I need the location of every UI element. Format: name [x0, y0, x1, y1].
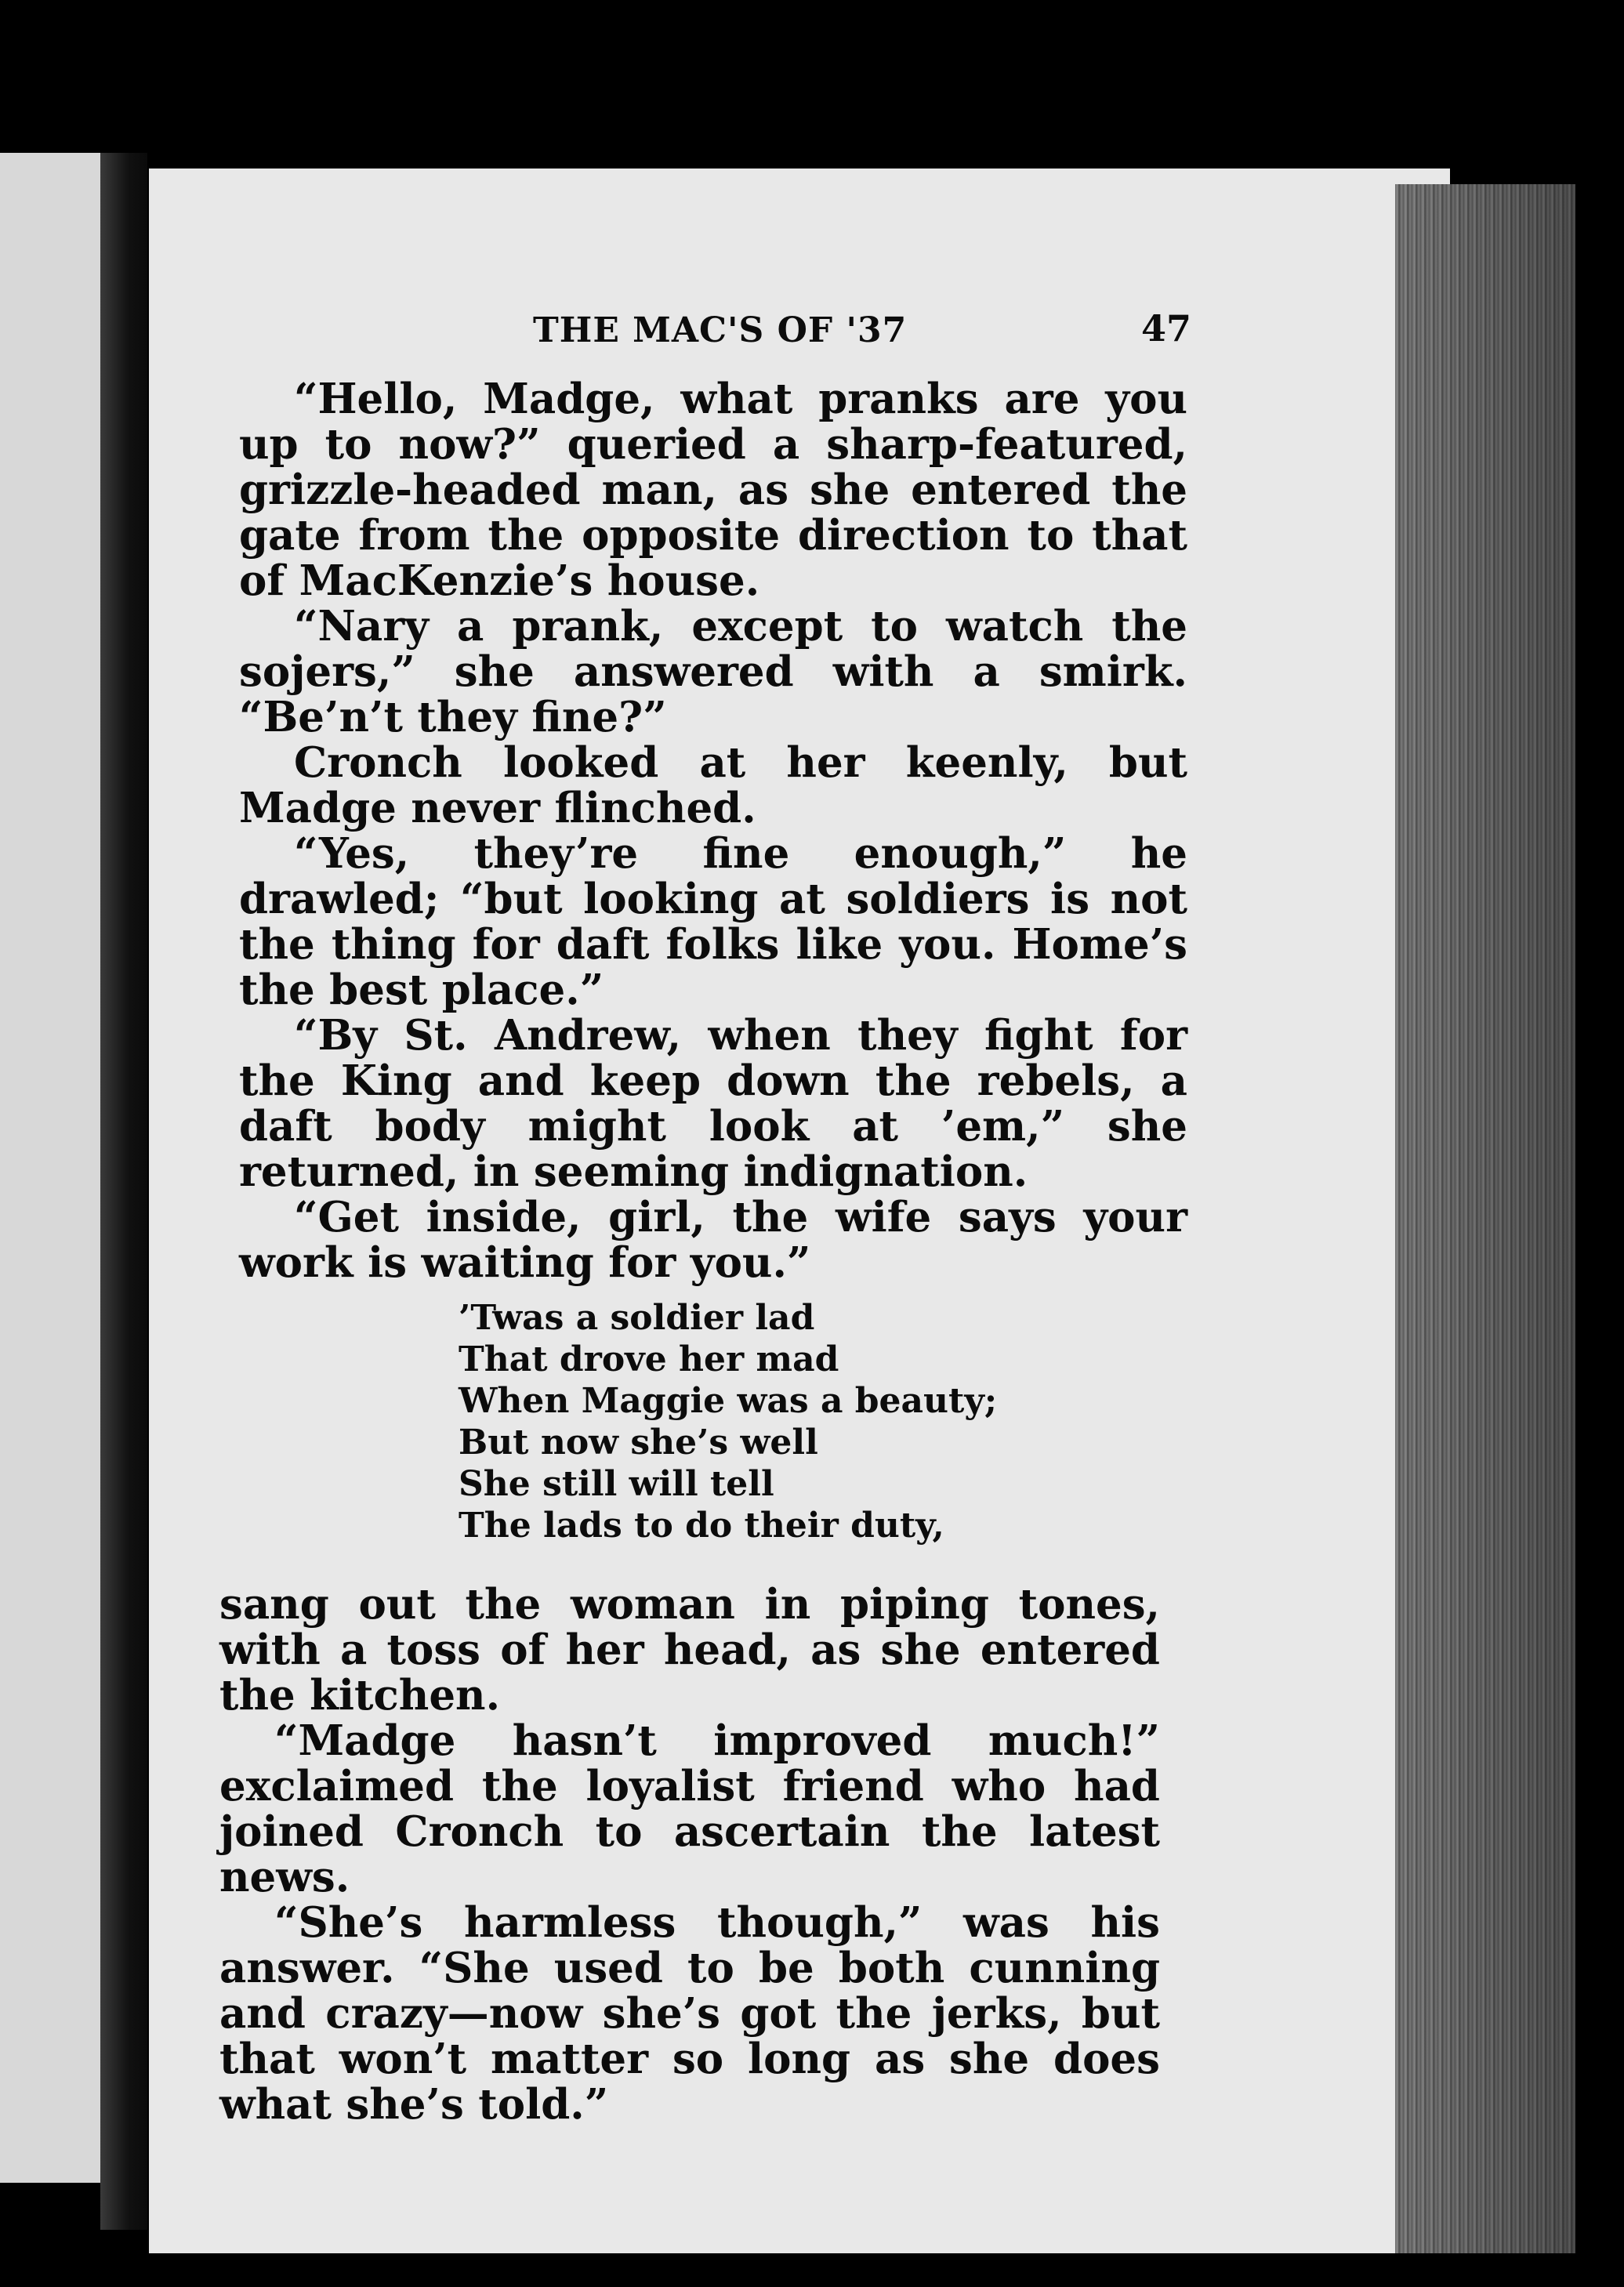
- verse-line: That drove her mad: [459, 1339, 839, 1379]
- paragraph: sang out the woman in piping tones, with a toss of her head, as she entered the kitchen.: [219, 1580, 1160, 1720]
- paragraph: “Hello, Madge, what pranks are you up to now?” queried a sharp-featured, grizzle-headed man, as she entered the gate from the opposite direction to that of MacKenzie’s house.: [239, 375, 1187, 605]
- verse-block: [459, 1297, 997, 1546]
- verse-line: When Maggie was a beauty;: [459, 1381, 998, 1421]
- paragraph: “By St. Andrew, when they fight for the King and keep down the rebels, a daft body might look at ’em,” she returned, in seeming indignation.: [239, 1011, 1187, 1196]
- running-header: [502, 307, 1191, 354]
- body-text-bottom: [219, 1582, 1160, 2127]
- paragraph: “Yes, they’re fine enough,” he drawled; “but looking at soldiers is not the thing for daft folks like you. Home’s the best place.”: [239, 829, 1187, 1014]
- body-text-top: [239, 376, 1187, 1285]
- left-page-edge: [0, 153, 110, 2183]
- verse-line: But now she’s well: [459, 1423, 818, 1462]
- gutter-shadow: [100, 153, 147, 2230]
- paragraph: “Nary a prank, except to watch the sojers,” she answered with a smirk. “Be’n’t they fine?”: [239, 602, 1187, 741]
- paragraph: “Get inside, girl, the wife says your work is waiting for you.”: [239, 1193, 1187, 1287]
- page-number: 47: [1140, 307, 1191, 350]
- verse-line: She still will tell: [459, 1464, 774, 1504]
- page-stack-shade: [1395, 184, 1575, 2253]
- running-title: THE MAC'S OF '37: [533, 310, 908, 350]
- verse-line: ’Twas a soldier lad: [459, 1298, 815, 1338]
- paragraph: “Madge hasn’t improved much!” exclaimed the loyalist friend who had joined Cronch to ascertain the latest news.: [219, 1716, 1160, 1901]
- paragraph: “She’s harmless though,” was his answer. “She used to be both cunning and crazy—now she’s got the jerks, but that won’t matter so long as she does what she’s told.”: [219, 1898, 1160, 2129]
- paragraph: Cronch looked at her keenly, but Madge never flinched.: [239, 738, 1187, 832]
- verse-line: The lads to do their duty,: [459, 1506, 944, 1546]
